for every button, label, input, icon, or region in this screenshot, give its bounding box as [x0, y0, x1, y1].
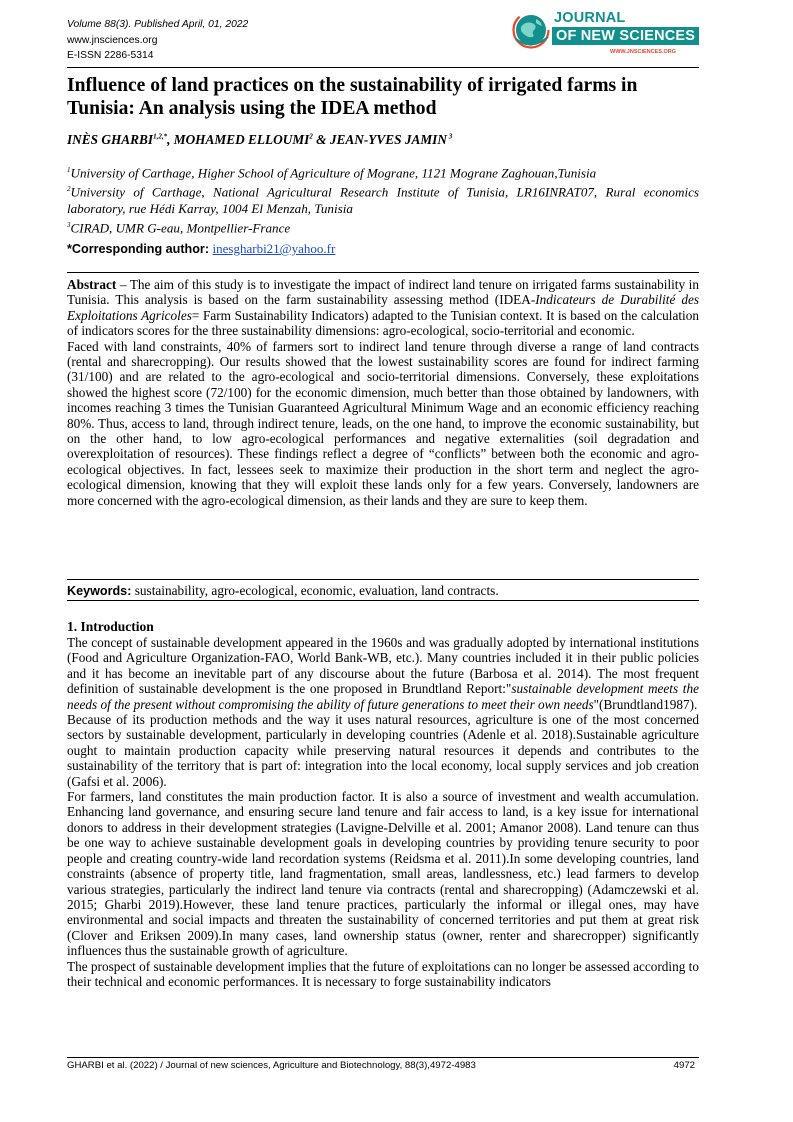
- body-text-italic: sustainable development meets the needs of the present without compromising the ability of future generations to meet their own needs: [67, 681, 699, 712]
- affiliation-number: 2: [67, 185, 71, 194]
- body-paragraph: For farmers, land constitutes the main production factor. It is also a source of investment and wealth accumulation. Enhancing land governance, and ensuring secure land tenure and fair access to land, is a key issue for international donors to address in their development strategies (Lavigne-Delville et al. 2001; Amanor 2008). Land tenure can thus be one way to achieve sustainable development goals in developing countries by providing tenure security to poor people and creating country-wide land recordation systems (Reidsma et al. 2011).In some developing countries, land constraints (absence of property title, land fragmentation, small areas, landlessness, etc.) lead farmers to develop various strategies, particularly the indirect land tenure via contracts (rental and sharecropping) (Adamczewski et al. 2015; Gharbi 2019).However, these land tenure practices, particularly the informal or illegal ones, may have environmental and social impacts and threaten the sustainability of concerned territories and put them at great risk (Clover and Eriksen 2009).In many cases, land ownership status (owner, renter and sharecropper) significantly influences thus the sustainable growth of agriculture.: [67, 789, 699, 959]
- abstract-paragraph: [67, 277, 699, 339]
- abstract-paragraph: Faced with land constraints, 40% of farmers sort to indirect land tenure through diverse a range of land contracts (rental and sharecropping). Our results showed that the lowest sustainability scores are found for indirect farming (31/100) and are related to the agro-ecological and socio-territorial dimensions. Conversely, these exploitations showed the highest score (72/100) for the economic dimension, much better than those obtained by landowners, with incomes reaching 3 times the Tunisian Guaranteed Agricultural Minimum Wage and an economic efficiency reaching 80%. Thus, access to land, through indirect tenure, leads, on the one hand, to improve the economic sustainability, but on the other hand, to low agro-ecological performances and negative externalities (soil degradation and overexploitation of resources). These findings reflect a degree of “conflicts” between both the economic and agro-ecological objectives. In fact, lessees seek to maximize their production in the short term and neglect the agro-ecological dimension, knowing that they will exploit these lands only for a few years. Conversely, landowners are more concerned with the agro-ecological dimension, as their lands and they are sure to keep them.: [67, 338, 699, 508]
- affiliation-text: University of Carthage, Higher School of Agriculture of Mograne, 1121 Mograne Zaghouan,Tunisia: [70, 165, 597, 181]
- author-affil-marker: 3: [446, 132, 453, 141]
- corresponding-email-link[interactable]: inesgharbi21@yahoo.fr: [212, 241, 336, 256]
- affiliations: [67, 162, 699, 236]
- paper-title: Influence of land practices on the sustainability of irrigated farms in Tunisia: An analysis using the IDEA method: [67, 75, 638, 119]
- affiliation-text: CIRAD, UMR G-eau, Montpellier-France: [70, 220, 291, 236]
- affiliation-number: 3: [67, 220, 71, 229]
- affiliation-number: 1: [67, 166, 71, 174]
- logo-text-journal: JOURNAL: [554, 10, 626, 26]
- journal-issn: E-ISSN 2286-5314: [67, 50, 154, 61]
- corresponding-label: *Corresponding author:: [67, 242, 213, 256]
- page-number: 4972: [673, 1060, 695, 1071]
- logo-url: WWW.JNSCIENCES.ORG: [610, 49, 677, 55]
- abstract: [67, 277, 699, 508]
- affiliation-item: [67, 217, 699, 236]
- author-separator: ,: [167, 132, 174, 147]
- section-heading: 1. Introduction: [67, 619, 154, 634]
- keywords: [67, 583, 699, 599]
- body-paragraph: The prospect of sustainable development implies that the future of exploitations can no longer be assessed according to their technical and economic performances. It is necessary to forge sustainability indicators: [67, 958, 699, 989]
- page-footer: [67, 1060, 699, 1071]
- keywords-bottom-rule: [67, 600, 699, 601]
- keywords-text: sustainability, agro-ecological, economic, evaluation, land contracts.: [131, 583, 499, 598]
- affiliation-text: University of Carthage, National Agricultural Research Institute of Tunisia, LR16INRAT07, Rural economics laboratory, rue Hédi Karray, 1004 El Menzah, Tunisia: [67, 184, 699, 216]
- abstract-text: – The aim of this study is to investigate the impact of indirect land tenure on irrigated farms sustainability in Tunisia. This analysis is based on the farm sustainability assessing method (IDEA-: [67, 277, 699, 308]
- affiliation-item: [67, 181, 699, 216]
- corresponding-author: [67, 241, 335, 257]
- journal-website[interactable]: www.jnsciences.org: [67, 35, 158, 46]
- body-text: "(Brundtland1987).: [593, 696, 698, 712]
- footer-rule: [67, 1057, 699, 1058]
- introduction-body: [67, 635, 699, 989]
- keywords-label: Keywords:: [67, 584, 132, 598]
- abstract-text-italic: Indicateurs de Durabilité des Exploitations Agricoles: [67, 292, 699, 323]
- author-list: [67, 132, 452, 148]
- author-affil-marker: 2: [309, 132, 313, 141]
- header-divider: [67, 67, 699, 68]
- keywords-top-rule: [67, 579, 699, 580]
- globe-icon: [512, 7, 554, 53]
- body-paragraph: [67, 635, 699, 712]
- abstract-text: = Farm Sustainability Indicators) adapted to the Tunisian context. It is based on the calculation of indicators scores for the three sustainability dimensions: agro-ecological, socio-territorial and economic.: [67, 307, 699, 339]
- affiliation-item: [67, 162, 699, 181]
- journal-volume: Volume 88(3). Published April, 01, 2022: [67, 19, 249, 30]
- logo-text-new-sciences: OF NEW SCIENCES: [552, 27, 699, 45]
- journal-logo: [512, 7, 702, 57]
- body-text: The concept of sustainable development appeared in the 1960s and was gradually adopted by international institutions (Food and Agriculture Organization-FAO, World Bank-WB, etc.). Many countries included it in their public policies and it has become an inevitable part of any discourse about the future (Barbosa et al. 2014). The most frequent definition of sustainable development is the one proposed in Brundtland Report:": [67, 635, 699, 697]
- abstract-top-rule: [67, 272, 699, 273]
- author-affil-marker: 1,2,*: [153, 132, 168, 141]
- body-paragraph: Because of its production methods and the way it uses natural resources, agriculture is one of the most concerned sectors by sustainable development, particularly in developing countries (Adenle et al. 2018).Sustainable agriculture ought to maintain production capacity while preserving natural resources it depends and contributes to the sustainability of the territory that is part of: integration into the local economy, local supply services and job creation (Gafsi et al. 2006).: [67, 712, 699, 789]
- abstract-label: Abstract: [67, 277, 117, 292]
- footer-citation: GHARBI et al. (2022) / Journal of new sciences, Agriculture and Biotechnology, 88(3),4972-4983: [67, 1060, 476, 1071]
- author-separator: &: [312, 132, 330, 147]
- author-name: MOHAMED ELLOUMI: [173, 132, 310, 147]
- author-name: INÈS GHARBI: [67, 132, 154, 147]
- author-name: JEAN-YVES JAMIN: [329, 132, 447, 147]
